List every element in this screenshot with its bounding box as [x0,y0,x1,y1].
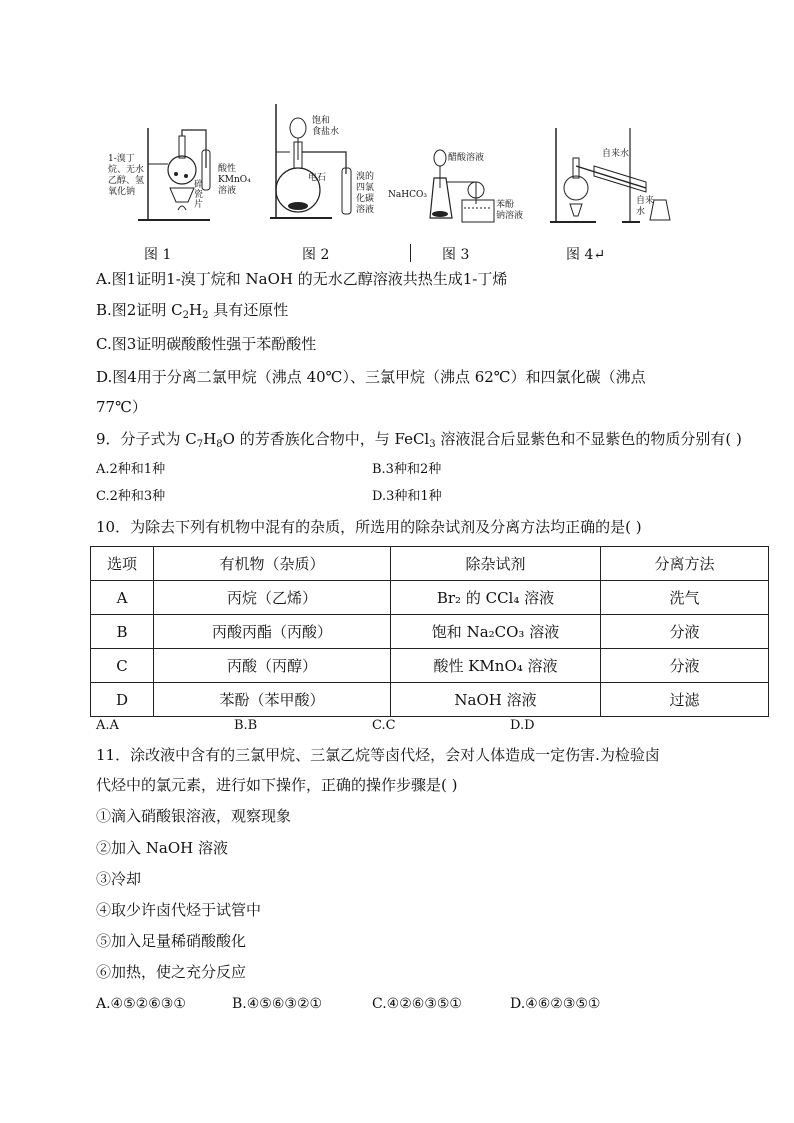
fig3-phenolate-label [496,200,523,222]
figure-4-caption: 图 4↵ [566,247,606,263]
header-option: 选项 [91,547,154,581]
cell-organic: 丙酸（丙醇） [154,649,391,683]
q9-option-a: A.2种和1种 [96,462,166,477]
figure-4 [550,126,680,230]
fig2-carbide-label: 电石 [308,173,327,183]
q10-table [90,546,769,717]
q8-option-b [96,299,288,327]
subscript: 8 [216,439,223,450]
q10-option-c: C.C [372,718,396,733]
cell-reagent: Br₂ 的 CCl₄ 溶液 [391,581,601,615]
subscript: 3 [429,439,436,450]
q11-stem-line2: 代烃中的氯元素，进行如下操作，正确的操作步骤是( ) [96,776,458,794]
q11-stem-line1: 11．涂改液中含有的三氯甲烷、三氯乙烷等卤代烃，会对人体造成一定伤害.为检验卤 [96,746,660,764]
fig1-label-line: KMnO₄ [218,175,251,185]
q11-option-b: B.④⑤⑥③②① [232,996,323,1012]
q8-option-d-line2: 77℃） [96,398,147,416]
figure-4-apparatus [550,126,680,230]
q10-option-a: A.A [96,718,119,733]
fig2-label-line: 溶液 [356,205,375,215]
cell-method: 分液 [601,649,769,683]
cell-organic: 苯酚（苯甲酸） [154,683,391,717]
fig1-label-line: 碎 [194,180,204,190]
q8-option-a: A.图1证明1-溴丁烷和 NaOH 的无水乙醇溶液共热生成1-丁烯 [96,270,508,288]
figure-divider [410,244,411,262]
q8-b-text: 具有还原性 [208,301,289,319]
q11-option-c: C.④②⑥③⑤① [372,996,462,1012]
q9-text: H [203,430,217,448]
fig1-label-line: 氧化钠 [108,187,136,197]
cell-option: B [91,615,154,649]
q11-option-d: D.④⑥②③⑤① [510,996,601,1012]
q11-step: ②加入 NaOH 溶液 [96,839,228,857]
cell-organic: 丙酸丙酯（丙酸） [154,615,391,649]
q9-text: 溶液混合后显紫色和不显紫色的物质分别有( ) [435,430,742,448]
fig1-label-line: 溶液 [218,186,237,196]
fig4-label-line: 水 [636,207,646,217]
q10-stem: 10．为除去下列有机物中混有的杂质，所选用的除杂试剂及分离方法均正确的是( ) [96,518,642,536]
fig4-water-in-label: 自来水 [602,149,630,159]
q9-text: O 的芳香族化合物中，与 FeCl [222,430,430,448]
q8-option-d-line1: D.图4用于分离二氯甲烷（沸点 40℃）、三氯甲烷（沸点 62℃）和四氯化碳（沸点 [96,368,646,386]
figure-1 [100,98,250,228]
figure-3-caption: 图 3 [442,247,470,263]
subscript: 2 [182,310,189,321]
header-method: 分离方法 [601,547,769,581]
cell-option: A [91,581,154,615]
q8-option-c: C.图3证明碳酸酸性强于苯酚酸性 [96,335,317,353]
cell-organic: 丙烷（乙烯） [154,581,391,615]
fig2-brine-label [312,116,339,138]
subscript: 2 [202,310,209,321]
q9-stem [96,428,742,456]
cell-method: 过滤 [601,683,769,717]
cell-reagent: 酸性 KMnO₄ 溶液 [391,649,601,683]
fig2-label-line: 化碳 [356,194,375,204]
figure-2 [268,98,398,228]
q11-step: ⑤加入足量稀硝酸酸化 [96,932,247,950]
table-row [91,581,769,615]
header-organic: 有机物（杂质） [154,547,391,581]
q9-text: 9．分子式为 C [96,430,197,448]
fig3-acetic-label: 醋酸溶液 [448,153,485,163]
cell-reagent: 饱和 Na₂CO₃ 溶液 [391,615,601,649]
q10-option-d: D.D [510,718,535,733]
fig2-label-line: 四氯 [356,183,375,193]
table-header-row [91,547,769,581]
figure-3 [390,138,540,230]
fig1-label-line: 1-溴丁 [108,154,135,164]
q11-step: ①滴入硝酸银溶液，观察现象 [96,807,292,825]
header-reagent: 除杂试剂 [391,547,601,581]
table-row [91,649,769,683]
apparatus-figures [100,98,700,268]
fig2-label-line: 饱和 [312,116,331,126]
q10-option-b: B.B [234,718,258,733]
fig3-label-line: 苯酚 [496,200,515,210]
figure-1-caption: 图 1 [144,247,172,263]
table-row [91,615,769,649]
q11-step: ④取少许卤代烃于试管中 [96,901,262,919]
q9-option-d: D.3种和1种 [372,489,442,504]
fig1-label-line: 乙醇、氢 [108,176,145,186]
fig1-label-line: 片 [194,200,204,210]
q9-option-c: C.2种和3种 [96,489,166,504]
q11-step: ③冷却 [96,870,142,888]
table-row [91,683,769,717]
q8-b-text: B.图2证明 C [96,301,183,319]
subscript: 7 [196,439,204,450]
fig2-label-line: 溴的 [356,172,375,182]
q9-option-b: B.3种和2种 [372,462,442,477]
fig3-nahco3-label: NaHCO₃ [388,190,427,200]
q8-b-text: H [188,301,203,319]
cell-method: 洗气 [601,581,769,615]
fig4-water-out-label [636,196,654,218]
fig1-chips-label [194,180,203,210]
fig4-label-line: 自来 [636,196,655,206]
fig1-kmno4-label [218,164,251,197]
fig1-label-line: 烷、无水 [108,165,145,175]
figure-2-caption: 图 2 [302,247,330,263]
fig2-label-line: 食盐水 [312,127,340,137]
q11-option-a: A.④⑤②⑥③① [96,996,186,1012]
fig1-reactant-label [108,154,144,198]
fig1-label-line: 瓷 [194,190,204,200]
cell-method: 分液 [601,615,769,649]
cell-reagent: NaOH 溶液 [391,683,601,717]
cell-option: C [91,649,154,683]
fig3-label-line: 钠溶液 [496,211,524,221]
cell-option: D [91,683,154,717]
q11-step: ⑥加热，使之充分反应 [96,963,247,981]
fig1-label-line: 酸性 [218,164,237,174]
fig2-bromine-label [356,172,374,216]
